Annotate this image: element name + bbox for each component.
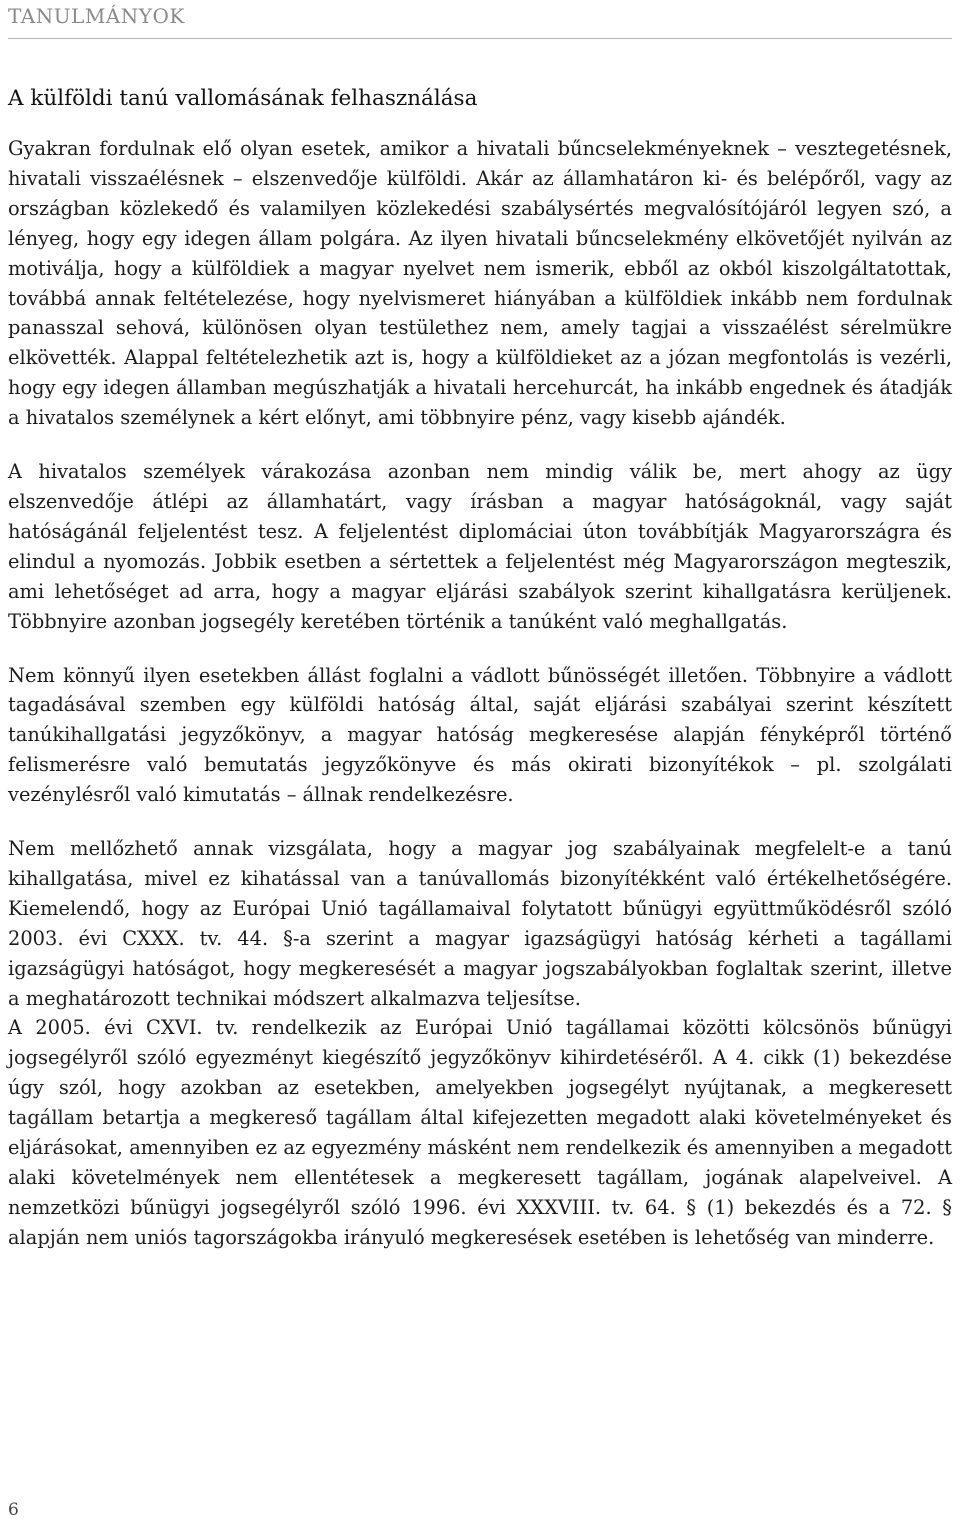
page-number: 6 xyxy=(8,1500,19,1520)
paragraph-1: Gyakran fordulnak elő olyan esetek, amikor a hivatali bűncselekményeknek – vesztegetésnek, hivatali visszaélésnek – elszenvedője külföldi. Akár az államhatáron ki- és belépőről, vagy az országban közlekedő és valamilyen közlekedési szabálysértés megvalósítójáról legyen szó, a lényeg, hogy egy idegen állam polgára. Az ilyen hivatali bűncselekmény elkövetőjét nyilván az motiválja, hogy a külföldiek a magyar nyelvet nem ismerik, ebből az okból kiszolgáltatottak, továbbá annak feltételezése, hogy nyelvismeret hiányában a külföldiek inkább nem fordulnak panasszal sehová, különösen olyan testülethez nem, amely tagjai a visszaélést sérelmükre elkövették. Alappal feltételezhetik azt is, hogy a külföldieket az a józan megfontolás is vezérli, hogy egy idegen államban megúszhatják a hivatali hercehurcát, ha inkább engednek és átadják a hivatalos személynek a kért előnyt, ami többnyire pénz, vagy kisebb ajándék. xyxy=(8,137,952,430)
paragraph-2: A hivatalos személyek várakozása azonban nem mindig válik be, mert ahogy az ügy elszenvedője átlépi az államhatárt, vagy írásban a magyar hatóságoknál, vagy saját hatóságánál feljelentést tesz. A feljelentést diplomáciai úton továbbítják Magyarországra és elindul a nyomozás. Jobbik esetben a sértettek a feljelentést még Magyarországon megteszik, ami lehetőséget ad arra, hogy a magyar eljárási szabályok szerint kihallgatásra kerüljenek. Többnyire azonban jogsegély keretében történik a tanúként való meghallgatás. xyxy=(8,460,952,633)
paragraph-3: Nem könnyű ilyen esetekben állást foglalni a vádlott bűnösségét illetően. Többnyire a vádlott tagadásával szemben egy külföldi hatóság által, saját eljárási szabályai szerint készített tanúkihallgatási jegyzőkönyv, a magyar hatóság megkeresése alapján fényképről történő felismerésre való bemutatás jegyzőkönyve és más okirati bizonyítékok – pl. szolgálati vezénylésről való kimutatás – állnak rendelkezésre. xyxy=(8,663,952,807)
running-head-section: TANULMÁNYOK xyxy=(8,4,185,28)
paragraph-4: Nem mellőzhető annak vizsgálata, hogy a magyar jog szabályainak megfelelt-e a tanú kihallgatása, mivel ez kihatással van a tanúvallomás bizonyítékként való értékelhetőségére. Kiemelendő, hogy az Európai Unió tagállamaival folytatott bűnügyi együttműködésről szóló 2003. évi CXXX. tv. 44. §-a szerint a magyar igazságügyi hatóság kérheti a tagállami igazságügyi hatóságot, hogy megkeresését a magyar jogszabályokban foglaltak szerint, illetve a meghatározott technikai módszert alkalmazva teljesítse. xyxy=(8,837,952,1010)
article-title: A külföldi tanú vallomásának felhasználása xyxy=(8,86,478,111)
article-body xyxy=(8,84,952,1253)
header-rule xyxy=(8,38,952,39)
paragraph-5: A 2005. évi CXVI. tv. rendelkezik az Európai Unió tagállamai közötti kölcsönös bűnügyi jogsegélyről szóló egyezményt kiegészítő jegyzőkönyv kihirdetéséről. A 4. cikk (1) bekezdése úgy szól, hogy azokban az esetekben, amelyekben jogsegélyt nyújtanak, a megkeresett tagállam betartja a megkereső tagállam által kifejezetten megadott alaki követelményeket és eljárásokat, amennyiben ez az egyezmény másként nem rendelkezik és amennyiben a megadott alaki követelmények nem ellentétesek a megkeresett tagállam, jogának alapelveivel. A nemzetközi bűnügyi jogsegélyről szóló 1996. évi XXXVIII. tv. 64. § (1) bekezdés és a 72. § alapján nem uniós tagországokba irányuló megkeresések esetében is lehetőség van minderre. xyxy=(8,1016,952,1249)
